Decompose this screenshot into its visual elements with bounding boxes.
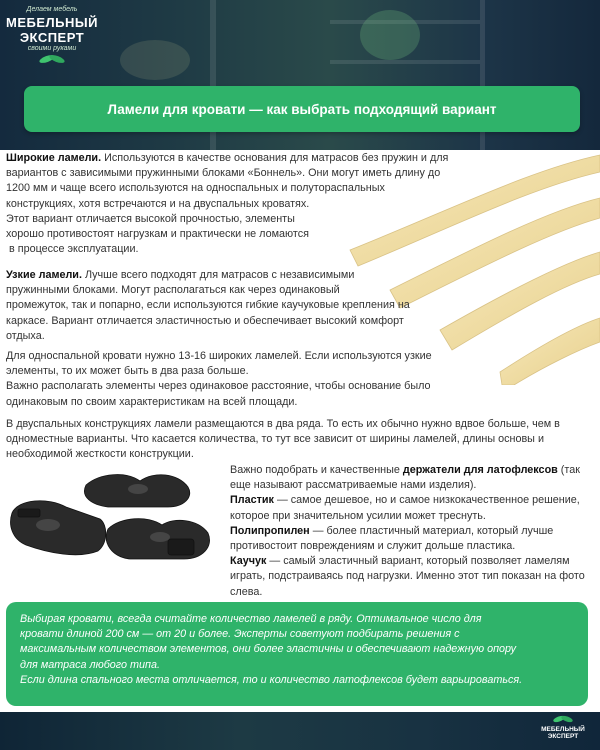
logo-line-2: ЭКСПЕРТ — [19, 30, 85, 45]
holders-term: держатели для латофлексов — [402, 464, 558, 476]
advice-note-box: Выбирая кровати, всегда считайте количество ламелей в ряду. Оптимальное число для кровати длиной 200 см — от 20 и более. Эксперты советуют подбирать решения с максимальным количеством элементов, они более эластичны и обеспечивают надежную опору для матраса любого типа. Если длина спального места отличается, то и количество латофлексов будет варьироваться. — [6, 602, 588, 706]
page-title: Ламели для кровати — как выбрать подходящий вариант — [24, 86, 580, 132]
leaf-icon — [552, 714, 574, 724]
logo-tagline-bottom: своими руками — [27, 45, 77, 52]
logo-tagline-top: Делаем мебель — [26, 6, 78, 13]
holders-paragraph: Важно подобрать и качественные держатели для латофлексов (так еще называют рассматриваемые нами изделия). Пластик — самое дешевое, но и самое низкокачественное решение, которое при значительном усилии может треснуть. Полипропилен — более пластичный материал, который лучше противостоит повреждениям и служит дольше пластика. Каучук — самый эластичный вариант, который позволяет ламелям играть, подстраиваясь под нагрузки. Именно этот тип показан на фото слева. — [230, 464, 585, 598]
double-bed-paragraph: В двуспальных конструкциях ламели размещаются в два ряда. То есть их обычно нужно вдвое больше, чем в одноместные варианты. Что касается количества, то тут все зависит от ширины ламелей, длины основы и необходимой жесткости конструкции. — [6, 418, 560, 461]
rubber-term: Каучук — [230, 555, 267, 568]
leaf-icon — [37, 53, 67, 65]
header-banner — [0, 0, 600, 150]
narrow-slats-term: Узкие ламели. — [6, 269, 82, 281]
wide-slats-paragraph: Широкие ламели. Используются в качестве основания для матрасов без пружин и для вариантов с зависимыми пружинными блоками «Боннель». Они могут иметь длину до 1200 мм и чаще всего используются на односпальных и полутораспальных конструкциях, хотя встречаются и на двуспальных кроватях. Этот вариант отличается высокой прочностью, элементы хорошо противостоят нагрузкам и практически не ломаются в процессе эксплуатации. — [6, 152, 449, 256]
logo[interactable] — [6, 4, 98, 84]
slat-holders-image — [8, 463, 224, 581]
footer-banner — [0, 712, 600, 750]
logo-line-1: МЕБЕЛЬНЫЙ — [6, 15, 98, 30]
wide-slats-term: Широкие ламели. — [6, 152, 102, 164]
polypropylene-term: Полипропилен — [230, 524, 310, 537]
plastic-term: Пластик — [230, 494, 274, 507]
slat-count-paragraph: Для односпальной кровати нужно 13-16 широких ламелей. Если используются узкие элементы, то их может быть в два раза больше. Важно располагать элементы через одинаковое расстояние, чтобы основание было одинаковым по своим характеристикам на всей площади. — [6, 350, 432, 408]
footer-logo[interactable]: МЕБЕЛЬНЫЙ ЭКСПЕРТ — [538, 714, 588, 748]
narrow-slats-paragraph: Узкие ламели. Лучше всего подходят для матрасов с независимыми пружинными блоками. Могут располагаться как через одинаковый промежуток, так и попарно, если используются гибкие каучуковые крепления на каркасе. Вариант отличается эластичностью и обеспечивает высокий комфорт отдыха. — [6, 269, 410, 342]
